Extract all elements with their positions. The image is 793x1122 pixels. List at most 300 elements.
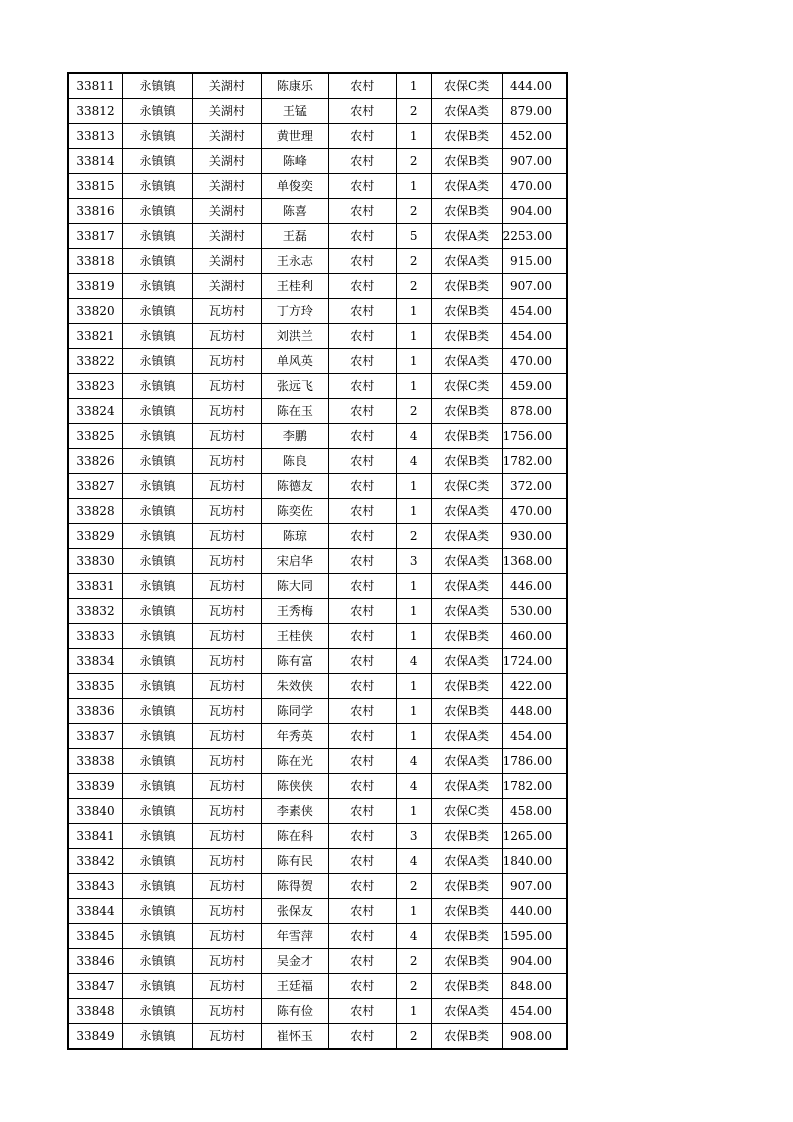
name-cell: 陈奕佐 [261, 499, 328, 524]
record-id-cell: 33836 [68, 699, 123, 724]
record-id-cell: 33822 [68, 349, 123, 374]
amount-cell: 915.00 [502, 249, 567, 274]
village-cell: 瓦坊村 [192, 574, 261, 599]
name-cell: 王廷福 [261, 974, 328, 999]
record-id-cell: 33829 [68, 524, 123, 549]
town-cell: 永镇镇 [123, 149, 193, 174]
amount-cell: 930.00 [502, 524, 567, 549]
area-type-cell: 农村 [328, 824, 396, 849]
table-row [68, 824, 567, 849]
town-cell: 永镇镇 [123, 349, 193, 374]
table-row [68, 574, 567, 599]
town-cell: 永镇镇 [123, 799, 193, 824]
area-type-cell: 农村 [328, 849, 396, 874]
area-type-cell: 农村 [328, 649, 396, 674]
area-type-cell: 农村 [328, 599, 396, 624]
table-row [68, 499, 567, 524]
household-size-cell: 2 [396, 274, 431, 299]
town-cell: 永镇镇 [123, 99, 193, 124]
record-id-cell: 33811 [68, 73, 123, 99]
town-cell: 永镇镇 [123, 599, 193, 624]
category-cell: 农保A类 [431, 174, 502, 199]
area-type-cell: 农村 [328, 274, 396, 299]
record-id-cell: 33812 [68, 99, 123, 124]
record-id-cell: 33845 [68, 924, 123, 949]
amount-cell: 444.00 [502, 73, 567, 99]
village-cell: 瓦坊村 [192, 549, 261, 574]
area-type-cell: 农村 [328, 574, 396, 599]
record-id-cell: 33849 [68, 1024, 123, 1050]
table-row [68, 624, 567, 649]
area-type-cell: 农村 [328, 1024, 396, 1050]
amount-cell: 878.00 [502, 399, 567, 424]
household-size-cell: 1 [396, 674, 431, 699]
table-row [68, 699, 567, 724]
town-cell: 永镇镇 [123, 199, 193, 224]
village-cell: 关湖村 [192, 149, 261, 174]
record-id-cell: 33816 [68, 199, 123, 224]
name-cell: 陈同学 [261, 699, 328, 724]
village-cell: 瓦坊村 [192, 1024, 261, 1050]
record-id-cell: 33824 [68, 399, 123, 424]
category-cell: 农保B类 [431, 149, 502, 174]
area-type-cell: 农村 [328, 949, 396, 974]
table-row [68, 949, 567, 974]
town-cell: 永镇镇 [123, 449, 193, 474]
record-id-cell: 33841 [68, 824, 123, 849]
category-cell: 农保B类 [431, 299, 502, 324]
village-cell: 瓦坊村 [192, 524, 261, 549]
town-cell: 永镇镇 [123, 999, 193, 1024]
household-size-cell: 2 [396, 1024, 431, 1050]
record-id-cell: 33843 [68, 874, 123, 899]
category-cell: 农保B类 [431, 1024, 502, 1050]
village-cell: 瓦坊村 [192, 674, 261, 699]
town-cell: 永镇镇 [123, 749, 193, 774]
amount-cell: 459.00 [502, 374, 567, 399]
table-row [68, 99, 567, 124]
amount-cell: 454.00 [502, 324, 567, 349]
amount-cell: 1782.00 [502, 774, 567, 799]
town-cell: 永镇镇 [123, 849, 193, 874]
record-id-cell: 33821 [68, 324, 123, 349]
name-cell: 陈康乐 [261, 73, 328, 99]
amount-cell: 470.00 [502, 349, 567, 374]
household-size-cell: 1 [396, 174, 431, 199]
table-row [68, 549, 567, 574]
village-cell: 瓦坊村 [192, 874, 261, 899]
household-size-cell: 1 [396, 799, 431, 824]
table-row [68, 199, 567, 224]
name-cell: 王永志 [261, 249, 328, 274]
name-cell: 陈在科 [261, 824, 328, 849]
village-cell: 瓦坊村 [192, 424, 261, 449]
household-size-cell: 1 [396, 499, 431, 524]
table-row [68, 224, 567, 249]
table-row [68, 374, 567, 399]
household-size-cell: 2 [396, 949, 431, 974]
town-cell: 永镇镇 [123, 949, 193, 974]
category-cell: 农保A类 [431, 99, 502, 124]
table-row [68, 274, 567, 299]
village-cell: 瓦坊村 [192, 499, 261, 524]
household-size-cell: 3 [396, 824, 431, 849]
area-type-cell: 农村 [328, 524, 396, 549]
household-size-cell: 1 [396, 299, 431, 324]
area-type-cell: 农村 [328, 149, 396, 174]
category-cell: 农保A类 [431, 849, 502, 874]
amount-cell: 372.00 [502, 474, 567, 499]
record-id-cell: 33830 [68, 549, 123, 574]
household-size-cell: 4 [396, 749, 431, 774]
town-cell: 永镇镇 [123, 699, 193, 724]
household-size-cell: 4 [396, 424, 431, 449]
table-row [68, 874, 567, 899]
table-row [68, 149, 567, 174]
amount-cell: 1840.00 [502, 849, 567, 874]
amount-cell: 470.00 [502, 499, 567, 524]
town-cell: 永镇镇 [123, 124, 193, 149]
category-cell: 农保A类 [431, 749, 502, 774]
name-cell: 陈有俭 [261, 999, 328, 1024]
category-cell: 农保B类 [431, 449, 502, 474]
table-row [68, 774, 567, 799]
record-id-cell: 33814 [68, 149, 123, 174]
town-cell: 永镇镇 [123, 374, 193, 399]
amount-cell: 1595.00 [502, 924, 567, 949]
amount-cell: 904.00 [502, 949, 567, 974]
town-cell: 永镇镇 [123, 424, 193, 449]
town-cell: 永镇镇 [123, 499, 193, 524]
table-row [68, 524, 567, 549]
area-type-cell: 农村 [328, 624, 396, 649]
village-cell: 瓦坊村 [192, 449, 261, 474]
area-type-cell: 农村 [328, 749, 396, 774]
record-id-cell: 33817 [68, 224, 123, 249]
area-type-cell: 农村 [328, 73, 396, 99]
record-id-cell: 33813 [68, 124, 123, 149]
town-cell: 永镇镇 [123, 524, 193, 549]
amount-cell: 879.00 [502, 99, 567, 124]
table-row [68, 849, 567, 874]
household-size-cell: 1 [396, 624, 431, 649]
table-row [68, 324, 567, 349]
town-cell: 永镇镇 [123, 324, 193, 349]
record-id-cell: 33828 [68, 499, 123, 524]
area-type-cell: 农村 [328, 199, 396, 224]
name-cell: 黄世理 [261, 124, 328, 149]
category-cell: 农保A类 [431, 599, 502, 624]
village-cell: 瓦坊村 [192, 599, 261, 624]
village-cell: 瓦坊村 [192, 824, 261, 849]
name-cell: 陈大同 [261, 574, 328, 599]
area-type-cell: 农村 [328, 699, 396, 724]
town-cell: 永镇镇 [123, 899, 193, 924]
record-id-cell: 33832 [68, 599, 123, 624]
town-cell: 永镇镇 [123, 549, 193, 574]
category-cell: 农保B类 [431, 974, 502, 999]
name-cell: 王桂侠 [261, 624, 328, 649]
town-cell: 永镇镇 [123, 724, 193, 749]
category-cell: 农保A类 [431, 349, 502, 374]
record-id-cell: 33831 [68, 574, 123, 599]
village-cell: 瓦坊村 [192, 924, 261, 949]
town-cell: 永镇镇 [123, 674, 193, 699]
village-cell: 关湖村 [192, 73, 261, 99]
household-size-cell: 4 [396, 849, 431, 874]
amount-cell: 848.00 [502, 974, 567, 999]
village-cell: 瓦坊村 [192, 349, 261, 374]
household-size-cell: 2 [396, 974, 431, 999]
record-id-cell: 33838 [68, 749, 123, 774]
record-id-cell: 33835 [68, 674, 123, 699]
town-cell: 永镇镇 [123, 174, 193, 199]
village-cell: 瓦坊村 [192, 399, 261, 424]
category-cell: 农保B类 [431, 324, 502, 349]
name-cell: 王桂利 [261, 274, 328, 299]
household-size-cell: 1 [396, 574, 431, 599]
name-cell: 陈良 [261, 449, 328, 474]
name-cell: 张保友 [261, 899, 328, 924]
household-size-cell: 5 [396, 224, 431, 249]
village-cell: 瓦坊村 [192, 849, 261, 874]
household-size-cell: 1 [396, 324, 431, 349]
area-type-cell: 农村 [328, 299, 396, 324]
category-cell: 农保A类 [431, 224, 502, 249]
amount-cell: 452.00 [502, 124, 567, 149]
household-size-cell: 1 [396, 474, 431, 499]
household-size-cell: 4 [396, 774, 431, 799]
name-cell: 崔怀玉 [261, 1024, 328, 1050]
village-cell: 瓦坊村 [192, 649, 261, 674]
category-cell: 农保B类 [431, 624, 502, 649]
town-cell: 永镇镇 [123, 974, 193, 999]
town-cell: 永镇镇 [123, 924, 193, 949]
area-type-cell: 农村 [328, 399, 396, 424]
amount-cell: 907.00 [502, 274, 567, 299]
area-type-cell: 农村 [328, 424, 396, 449]
record-id-cell: 33815 [68, 174, 123, 199]
record-id-cell: 33846 [68, 949, 123, 974]
name-cell: 陈琼 [261, 524, 328, 549]
amount-cell: 470.00 [502, 174, 567, 199]
town-cell: 永镇镇 [123, 649, 193, 674]
amount-cell: 1786.00 [502, 749, 567, 774]
amount-cell: 422.00 [502, 674, 567, 699]
area-type-cell: 农村 [328, 999, 396, 1024]
village-cell: 关湖村 [192, 274, 261, 299]
table-row [68, 724, 567, 749]
category-cell: 农保A类 [431, 574, 502, 599]
category-cell: 农保A类 [431, 524, 502, 549]
area-type-cell: 农村 [328, 499, 396, 524]
category-cell: 农保A类 [431, 999, 502, 1024]
area-type-cell: 农村 [328, 899, 396, 924]
household-size-cell: 2 [396, 249, 431, 274]
name-cell: 陈有富 [261, 649, 328, 674]
category-cell: 农保A类 [431, 249, 502, 274]
household-size-cell: 1 [396, 599, 431, 624]
name-cell: 王磊 [261, 224, 328, 249]
household-size-cell: 4 [396, 924, 431, 949]
roster-table [67, 72, 568, 1050]
table-row [68, 599, 567, 624]
table-row [68, 799, 567, 824]
town-cell: 永镇镇 [123, 224, 193, 249]
amount-cell: 907.00 [502, 149, 567, 174]
town-cell: 永镇镇 [123, 624, 193, 649]
amount-cell: 1756.00 [502, 424, 567, 449]
household-size-cell: 2 [396, 99, 431, 124]
category-cell: 农保A类 [431, 724, 502, 749]
table-row [68, 999, 567, 1024]
town-cell: 永镇镇 [123, 824, 193, 849]
area-type-cell: 农村 [328, 974, 396, 999]
table-row [68, 749, 567, 774]
household-size-cell: 4 [396, 649, 431, 674]
village-cell: 关湖村 [192, 224, 261, 249]
area-type-cell: 农村 [328, 674, 396, 699]
household-size-cell: 1 [396, 349, 431, 374]
table-row [68, 1024, 567, 1050]
name-cell: 王锰 [261, 99, 328, 124]
name-cell: 单俊奕 [261, 174, 328, 199]
amount-cell: 904.00 [502, 199, 567, 224]
area-type-cell: 农村 [328, 249, 396, 274]
record-id-cell: 33819 [68, 274, 123, 299]
name-cell: 年雪萍 [261, 924, 328, 949]
category-cell: 农保B类 [431, 949, 502, 974]
household-size-cell: 1 [396, 899, 431, 924]
village-cell: 关湖村 [192, 99, 261, 124]
table-row [68, 974, 567, 999]
area-type-cell: 农村 [328, 349, 396, 374]
area-type-cell: 农村 [328, 774, 396, 799]
amount-cell: 458.00 [502, 799, 567, 824]
household-size-cell: 3 [396, 549, 431, 574]
name-cell: 单风英 [261, 349, 328, 374]
village-cell: 关湖村 [192, 124, 261, 149]
area-type-cell: 农村 [328, 724, 396, 749]
area-type-cell: 农村 [328, 99, 396, 124]
record-id-cell: 33848 [68, 999, 123, 1024]
category-cell: 农保C类 [431, 73, 502, 99]
record-id-cell: 33834 [68, 649, 123, 674]
record-id-cell: 33837 [68, 724, 123, 749]
area-type-cell: 农村 [328, 474, 396, 499]
name-cell: 李素侠 [261, 799, 328, 824]
name-cell: 陈德友 [261, 474, 328, 499]
category-cell: 农保B类 [431, 199, 502, 224]
record-id-cell: 33833 [68, 624, 123, 649]
village-cell: 关湖村 [192, 174, 261, 199]
table-row [68, 424, 567, 449]
household-size-cell: 1 [396, 724, 431, 749]
household-size-cell: 1 [396, 73, 431, 99]
household-size-cell: 2 [396, 149, 431, 174]
amount-cell: 1265.00 [502, 824, 567, 849]
amount-cell: 446.00 [502, 574, 567, 599]
name-cell: 陈有民 [261, 849, 328, 874]
village-cell: 瓦坊村 [192, 624, 261, 649]
category-cell: 农保A类 [431, 499, 502, 524]
town-cell: 永镇镇 [123, 1024, 193, 1050]
household-size-cell: 2 [396, 399, 431, 424]
category-cell: 农保B类 [431, 674, 502, 699]
area-type-cell: 农村 [328, 374, 396, 399]
amount-cell: 1724.00 [502, 649, 567, 674]
amount-cell: 454.00 [502, 724, 567, 749]
household-size-cell: 1 [396, 374, 431, 399]
category-cell: 农保B类 [431, 124, 502, 149]
name-cell: 王秀梅 [261, 599, 328, 624]
record-id-cell: 33844 [68, 899, 123, 924]
category-cell: 农保B类 [431, 274, 502, 299]
village-cell: 瓦坊村 [192, 949, 261, 974]
village-cell: 瓦坊村 [192, 999, 261, 1024]
town-cell: 永镇镇 [123, 874, 193, 899]
record-id-cell: 33826 [68, 449, 123, 474]
table-row [68, 349, 567, 374]
roster-body [68, 73, 567, 1049]
table-row [68, 73, 567, 99]
name-cell: 朱效侠 [261, 674, 328, 699]
amount-cell: 1782.00 [502, 449, 567, 474]
amount-cell: 454.00 [502, 999, 567, 1024]
village-cell: 关湖村 [192, 249, 261, 274]
category-cell: 农保C类 [431, 799, 502, 824]
town-cell: 永镇镇 [123, 299, 193, 324]
area-type-cell: 农村 [328, 224, 396, 249]
village-cell: 瓦坊村 [192, 749, 261, 774]
name-cell: 陈得贺 [261, 874, 328, 899]
village-cell: 瓦坊村 [192, 374, 261, 399]
household-size-cell: 2 [396, 199, 431, 224]
amount-cell: 2253.00 [502, 224, 567, 249]
category-cell: 农保B类 [431, 824, 502, 849]
table-row [68, 649, 567, 674]
household-size-cell: 2 [396, 524, 431, 549]
town-cell: 永镇镇 [123, 574, 193, 599]
household-size-cell: 4 [396, 449, 431, 474]
record-id-cell: 33818 [68, 249, 123, 274]
category-cell: 农保C类 [431, 474, 502, 499]
area-type-cell: 农村 [328, 449, 396, 474]
category-cell: 农保B类 [431, 924, 502, 949]
area-type-cell: 农村 [328, 324, 396, 349]
village-cell: 关湖村 [192, 199, 261, 224]
name-cell: 宋启华 [261, 549, 328, 574]
household-size-cell: 1 [396, 124, 431, 149]
name-cell: 李鹏 [261, 424, 328, 449]
town-cell: 永镇镇 [123, 249, 193, 274]
record-id-cell: 33842 [68, 849, 123, 874]
village-cell: 瓦坊村 [192, 324, 261, 349]
village-cell: 瓦坊村 [192, 724, 261, 749]
area-type-cell: 农村 [328, 799, 396, 824]
amount-cell: 440.00 [502, 899, 567, 924]
category-cell: 农保C类 [431, 374, 502, 399]
table-row [68, 399, 567, 424]
village-cell: 瓦坊村 [192, 774, 261, 799]
town-cell: 永镇镇 [123, 774, 193, 799]
record-id-cell: 33847 [68, 974, 123, 999]
town-cell: 永镇镇 [123, 274, 193, 299]
category-cell: 农保A类 [431, 549, 502, 574]
record-id-cell: 33840 [68, 799, 123, 824]
table-row [68, 449, 567, 474]
record-id-cell: 33839 [68, 774, 123, 799]
